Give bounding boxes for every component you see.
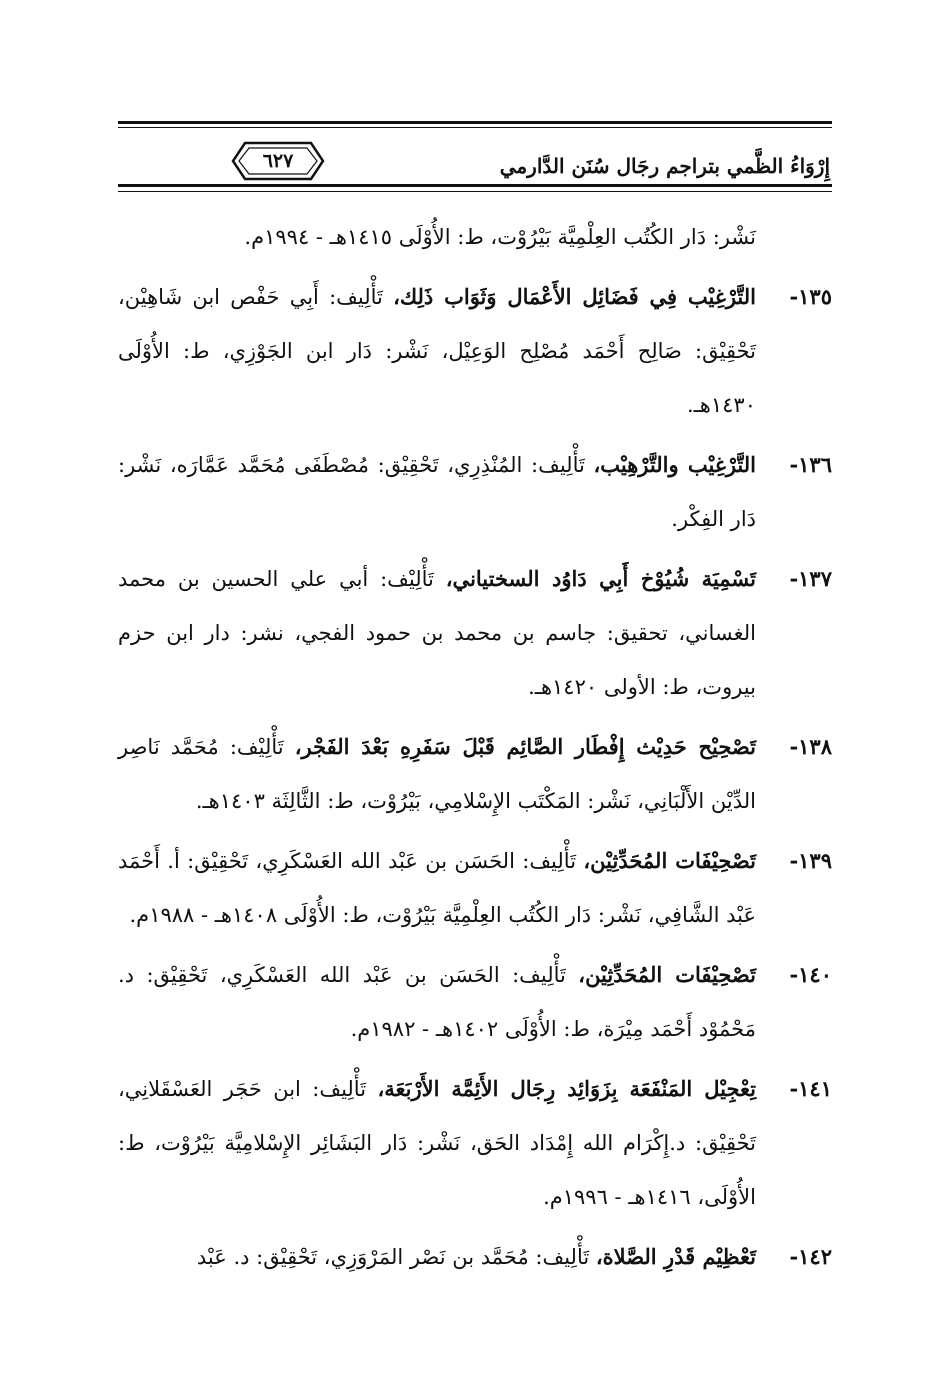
list-item — [118, 1230, 832, 1284]
running-title: إِرْوَاءُ الظَّمي بتراجم رجَال سُنَن الدَّارمي — [499, 154, 830, 178]
page-header — [118, 116, 832, 198]
list-item — [118, 720, 832, 828]
entry-number: ١٣٩- — [789, 848, 832, 873]
entry-number: ١٣٧- — [789, 566, 832, 591]
entry-number: ١٤٢- — [789, 1244, 832, 1269]
list-item — [118, 552, 832, 714]
page-number: ٦٢٧ — [262, 150, 294, 172]
continuation-text: نَشْر: دَار الكُتُب العِلْمِيَّة بَيْرُوْت، ط: الأُوْلَى ١٤١٥هـ - ١٩٩٤م. — [244, 225, 756, 249]
list-item — [118, 270, 832, 432]
entry-title: تَصْحِيْفَات المُحَدِّثِيْن، — [578, 962, 756, 987]
continuation-line — [118, 210, 832, 264]
header-rule-bottom-thin — [118, 191, 832, 192]
entry-number: ١٤٠- — [789, 962, 832, 987]
entry-title: التَّرْغِيْب فِي فَضَائِل الأَعْمَال وَثَوَاب ذَلِك، — [393, 284, 756, 309]
header-rule-top-thin — [118, 127, 832, 128]
entry-number: ١٣٨- — [789, 734, 832, 759]
entry-title: تَصْحِيْفَات المُحَدِّثِيْن، — [583, 848, 756, 873]
entry-number: ١٣٥- — [789, 284, 832, 309]
entry-title: تِعْجِيْل المَنْفَعَة بِزَوَائِد رِجَال الأَئِمَّة الأَرْبَعَة، — [377, 1076, 757, 1101]
page-number-badge — [231, 139, 325, 183]
entry-details: تَأْلِيف: المُنْذِرِي، تَحْقِيْق: مُصْطَفَى مُحَمَّد عَمَّارَه، نَشْر: دَار الفِكْر. — [118, 453, 756, 531]
entry-title: التَّرْغِيْب والتَّرْهِيْب، — [593, 452, 756, 477]
entry-number: ١٣٦- — [789, 452, 832, 477]
header-rule-bottom — [118, 184, 832, 187]
entry-details: تَأْلِيف: الحَسَن بن عَبْد الله العَسْكَرِي، تَحْقِيْق: د. مَحْمُوْد أَحْمَد مِيْرَة، ط: الأُوْلَى ١٤٠٢هـ - ١٩٨٢م. — [118, 963, 756, 1041]
entry-title: تَعْظِيْم قَدْرِ الصَّلاة، — [595, 1244, 756, 1269]
entry-details: تَأْلِيف: ابن حَجَر العَسْقَلانِي، تَحْقِيْق: د.إِكْرَام الله إِمْدَاد الحَق، نَشْر: دَار البَشَائِر الإِسْلامِيَّة بَيْرُوْت، ط: الأُوْلَى، ١٤١٦هـ - ١٩٩٦م. — [118, 1077, 756, 1209]
entry-details: تَأْلِيف: أَبِي حَفْص ابن شَاهِيْن، تَحْقِيْق: صَالِح أَحْمَد مُصْلِح الوَعِيْل، نَشْر: دَار ابن الجَوْزِي، ط: الأُوْلَى ١٤٣٠هـ. — [118, 285, 756, 417]
header-rule-top — [118, 121, 832, 124]
entry-details: تَأْلِيف: الحَسَن بن عَبْد الله العَسْكَرِي، تَحْقِيْق: أ. أَحْمَد عَبْد الشَّافِي، نَشْر: دَار الكُتُب العِلْمِيَّة بَيْرُوْت، ط: الأُوْلَى ١٤٠٨هـ - ١٩٨٨م. — [118, 849, 756, 927]
list-item — [118, 438, 832, 546]
list-item — [118, 834, 832, 942]
entry-details: تَأْلِيف: مُحَمَّد بن نَصْر المَرْوَزِي، تَحْقِيْق: د. عَبْد — [196, 1245, 590, 1269]
list-item — [118, 948, 832, 1056]
entry-title: تَسْمِيَة شُيُوْخ أَبِي دَاوُد السختياني، — [445, 566, 756, 591]
entry-details: تَأْلِيْف: مُحَمَّد نَاصِر الدِّيْن الأَلْبَانِي، نَشْر: المَكْتَب الإِسْلامِي، بَيْرُوْت، ط: الثَّالِثَة ١٤٠٣هـ. — [118, 735, 756, 813]
entry-number: ١٤١- — [789, 1076, 832, 1101]
list-item — [118, 1062, 832, 1224]
entry-title: تَصْحِيْح حَدِيْث إِفْطَار الصَّائِم قَبْلَ سَفَرِهِ بَعْدَ الفَجْر، — [294, 734, 756, 759]
entry-details: تَأْلِيْف: أبي علي الحسين بن محمد الغساني، تحقيق: جاسم بن محمد بن حمود الفجي، نشر: دار ابن حزم بيروت، ط: الأولى ١٤٢٠هـ. — [118, 567, 756, 699]
bibliography-list — [118, 210, 832, 1290]
